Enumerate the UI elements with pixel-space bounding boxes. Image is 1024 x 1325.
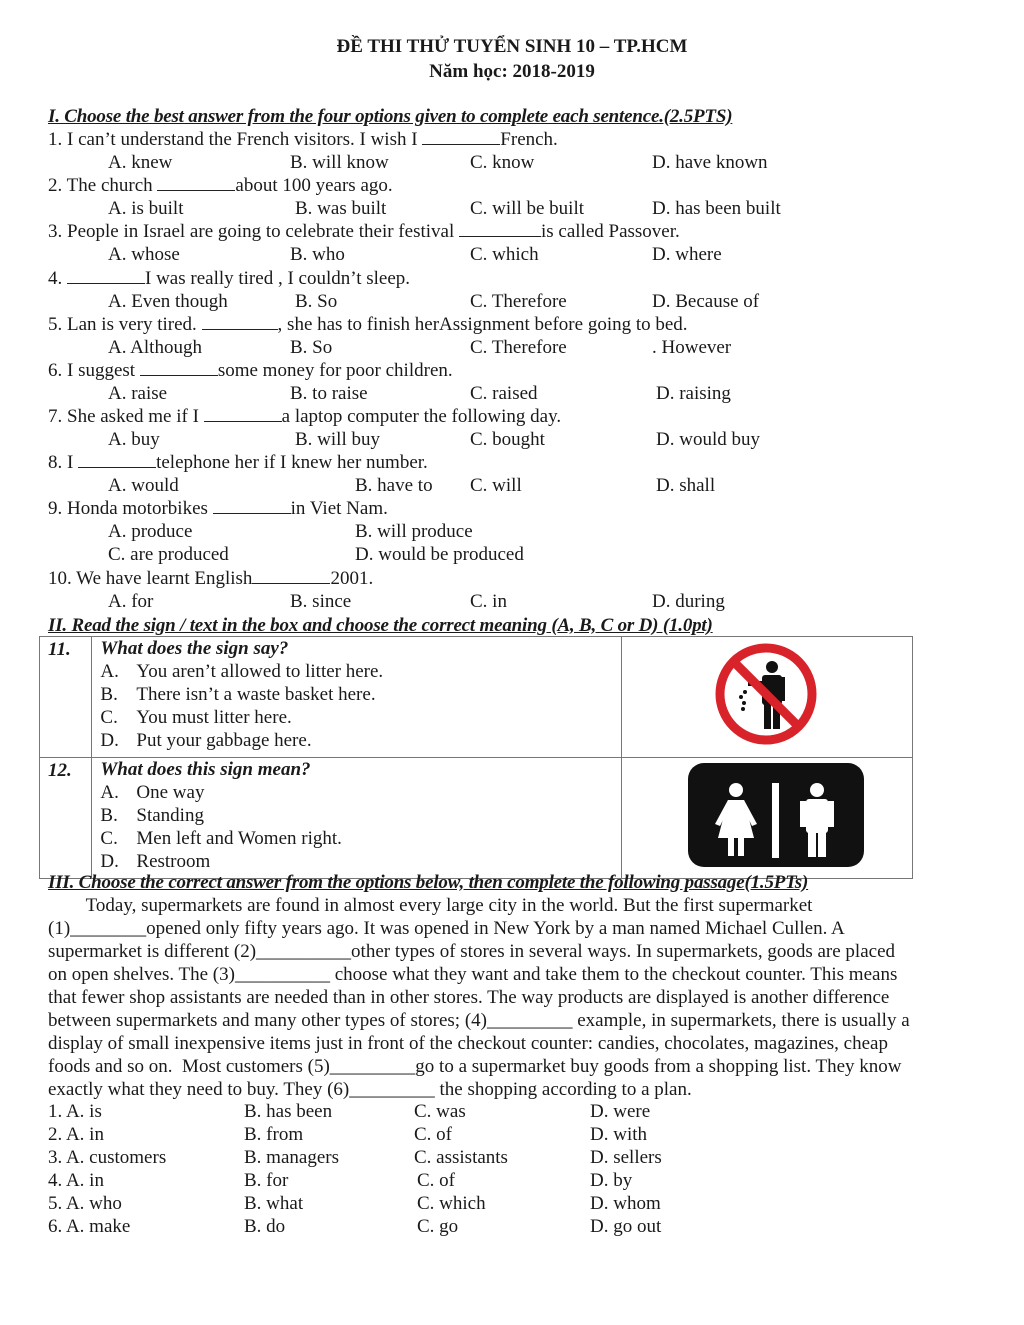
passage-answer-option[interactable]: D. by <box>590 1170 633 1191</box>
answer-option[interactable]: A. raise <box>108 383 168 404</box>
question-text-before: 6. I suggest <box>48 360 140 381</box>
question-text-before: 4. <box>48 268 67 289</box>
passage-answer-option[interactable]: B. do <box>244 1216 286 1237</box>
option-text: Standing <box>136 805 204 826</box>
option-letter: B. <box>100 684 118 705</box>
exam-title: ĐỀ THI THỬ TUYỂN SINH 10 – TP.HCM <box>336 36 688 57</box>
passage-line: on open shelves. The (3)__________ choose what they want and take them to the checkout counter. This means <box>48 964 898 985</box>
passage-answer-option[interactable]: C. of <box>414 1124 452 1145</box>
sign-image-cell <box>621 637 912 758</box>
answer-blank[interactable] <box>157 176 235 191</box>
answer-option[interactable]: A. Although <box>108 337 202 358</box>
passage-answer-option[interactable]: D. with <box>590 1124 647 1145</box>
passage-answer-option[interactable]: D. sellers <box>590 1147 662 1168</box>
passage-answer-option[interactable]: D. were <box>590 1101 651 1122</box>
answer-option[interactable]: D. raising <box>656 383 731 404</box>
question <box>48 314 688 336</box>
question <box>48 175 393 197</box>
answer-option[interactable]: B. will buy <box>295 429 380 450</box>
answer-option[interactable]: C. will be built <box>470 198 584 219</box>
answer-blank[interactable] <box>422 130 500 145</box>
answer-blank[interactable] <box>78 453 156 468</box>
answer-option[interactable]: D. has been built <box>652 198 781 219</box>
answer-option[interactable]: B. was built <box>295 198 387 219</box>
question <box>48 268 410 290</box>
option-letter: B. <box>100 805 118 826</box>
answer-option[interactable]: B. will know <box>290 152 389 173</box>
option <box>100 660 621 683</box>
answer-option[interactable]: C. bought <box>470 429 545 450</box>
option <box>100 804 621 827</box>
question <box>48 360 453 382</box>
option-text: You must litter here. <box>136 707 292 728</box>
question-cell <box>92 637 622 758</box>
question-text-before: 10. We have learnt English <box>48 568 253 589</box>
question-text-before: 5. Lan is very tired. <box>48 314 202 335</box>
question-text-after: telephone her if I knew her number. <box>156 452 428 473</box>
passage-answer-option[interactable]: C. was <box>414 1101 466 1122</box>
option <box>100 683 621 706</box>
question-text-before: 3. People in Israel are going to celebrate their festival <box>48 221 459 242</box>
question-cell <box>92 758 622 879</box>
question <box>48 498 388 520</box>
passage-answer-option[interactable]: 1. A. is <box>48 1101 102 1122</box>
answer-option[interactable]: D. Because of <box>652 291 760 312</box>
passage-answer-option[interactable]: B. from <box>244 1124 304 1145</box>
answer-option[interactable]: D. where <box>652 244 722 265</box>
question-text: What does the sign say? <box>100 638 289 659</box>
question <box>48 568 373 590</box>
passage-answer-option[interactable]: 6. A. make <box>48 1216 131 1237</box>
restroom-sign-icon <box>622 758 912 872</box>
answer-option[interactable]: B. who <box>290 244 345 265</box>
answer-option[interactable]: C. raised <box>470 383 538 404</box>
option <box>100 827 621 850</box>
passage-answer-option[interactable]: 4. A. in <box>48 1170 104 1191</box>
question-text-after: in Viet Nam. <box>290 498 388 519</box>
answer-blank[interactable] <box>204 407 282 422</box>
question-text-after: , she has to finish herAssignment before going to bed. <box>277 314 688 335</box>
answer-option[interactable]: B. to raise <box>290 383 368 404</box>
option-letter: A. <box>100 782 119 803</box>
answer-option[interactable]: C. Therefore <box>470 291 567 312</box>
passage-line: foods and so on. Most customers (5)_________go to a supermarket buy goods from a shopping list. They know <box>48 1056 902 1077</box>
answer-option[interactable]: D. would be produced <box>355 544 524 565</box>
passage-answer-option[interactable]: C. which <box>417 1193 486 1214</box>
section-1-heading: I. Choose the best answer from the four options given to complete each sentence.(2.5PTS) <box>48 106 733 127</box>
answer-blank[interactable] <box>252 569 330 584</box>
passage-line: supermarket is different (2)__________other types of stores in several ways. In supermarkets, goods are placed <box>48 941 896 962</box>
option-text: You aren’t allowed to litter here. <box>136 661 384 682</box>
question-text-before: 2. The church <box>48 175 158 196</box>
answer-option[interactable]: A. Even though <box>108 291 228 312</box>
answer-blank[interactable] <box>202 315 278 330</box>
answer-option[interactable]: B. have to <box>355 475 433 496</box>
option-letter: D. <box>100 730 119 751</box>
option-letter: D. <box>100 851 119 872</box>
answer-option[interactable]: C. Therefore <box>470 337 567 358</box>
question-text-before: 9. Honda motorbikes <box>48 498 213 519</box>
answer-option[interactable]: A. buy <box>108 429 160 450</box>
answer-option[interactable]: C. which <box>470 244 539 265</box>
option <box>100 850 621 873</box>
question-text-after: a laptop computer the following day. <box>281 406 562 427</box>
answer-option[interactable]: A. would <box>108 475 179 496</box>
option <box>100 781 621 804</box>
question-text-before: 8. I <box>48 452 79 473</box>
answer-option[interactable]: C. in <box>470 591 507 612</box>
passage-answer-option[interactable]: C. go <box>417 1216 459 1237</box>
passage-answer-option[interactable]: B. what <box>244 1193 304 1214</box>
answer-option[interactable]: A. is built <box>108 198 184 219</box>
answer-blank[interactable] <box>140 361 218 376</box>
option-text: Men left and Women right. <box>136 828 342 849</box>
passage-line: (1)________opened only fifty years ago. It was opened in New York by a man named Michael Cullen. A <box>48 918 845 939</box>
answer-option[interactable]: . However <box>652 337 732 358</box>
passage-line: between supermarkets and many other types of stores; (4)_________ example, in supermarkets, there is usually a <box>48 1010 910 1031</box>
passage-line: display of small inexpensive items just in front of the checkout counter: candies, chocolates, magazines, cheap <box>48 1033 888 1054</box>
passage-line: Today, supermarkets are found in almost every large city in the world. But the first supermarket <box>48 895 813 916</box>
answer-option[interactable]: D. shall <box>656 475 716 496</box>
option-text: Put your gabbage here. <box>136 730 312 751</box>
passage-answer-option[interactable]: C. assistants <box>414 1147 508 1168</box>
question <box>48 221 680 243</box>
passage-answer-option[interactable]: 3. A. customers <box>48 1147 167 1168</box>
passage-answer-option[interactable]: B. for <box>244 1170 289 1191</box>
answer-option[interactable]: A. knew <box>108 152 173 173</box>
passage-answer-option[interactable]: 2. A. in <box>48 1124 104 1145</box>
no-littering-sign-icon <box>622 637 912 751</box>
answer-option[interactable]: B. So <box>295 291 338 312</box>
question-text-after: 2001. <box>330 568 374 589</box>
answer-option[interactable]: B. So <box>290 337 333 358</box>
option-text: There isn’t a waste basket here. <box>136 684 376 705</box>
answer-blank[interactable] <box>213 499 291 514</box>
passage-answer-option[interactable]: B. has been <box>244 1101 333 1122</box>
question-text-before: 7. She asked me if I <box>48 406 204 427</box>
question-text-after: I was really tired , I couldn’t sleep. <box>145 268 411 289</box>
sign-question-row <box>40 758 913 879</box>
question-text-after: is called Passover. <box>540 221 680 242</box>
answer-option[interactable]: C. know <box>470 152 535 173</box>
question <box>48 452 428 474</box>
section-2-heading: II. Read the sign / text in the box and choose the correct meaning (A, B, C or D) (1.0pt) <box>48 615 713 636</box>
answer-blank[interactable] <box>67 269 145 284</box>
answer-option[interactable]: A. whose <box>108 244 180 265</box>
passage-answer-option[interactable]: C. of <box>417 1170 455 1191</box>
question-text-after: about 100 years ago. <box>235 175 393 196</box>
section-3-heading: III. Choose the correct answer from the options below, then complete the following passage(1.5PTs) <box>48 872 809 893</box>
answer-option[interactable]: D. during <box>652 591 725 612</box>
answer-option[interactable]: C. will <box>470 475 522 496</box>
sign-image-cell <box>621 758 912 879</box>
question-number: 12. <box>40 758 92 879</box>
passage-answer-option[interactable]: 5. A. who <box>48 1193 122 1214</box>
answer-blank[interactable] <box>459 222 541 237</box>
answer-option[interactable]: D. have known <box>652 152 768 173</box>
passage-answer-option[interactable]: D. whom <box>590 1193 661 1214</box>
answer-option[interactable]: C. are produced <box>108 544 229 565</box>
option-letter: A. <box>100 661 119 682</box>
question-text-after: some money for poor children. <box>217 360 453 381</box>
question-text-after: French. <box>500 129 558 150</box>
option-letter: C. <box>100 707 118 728</box>
answer-option[interactable]: A. for <box>108 591 154 612</box>
passage-answer-option[interactable]: D. go out <box>590 1216 662 1237</box>
passage-line: that fewer shop assistants are needed than in other stores. The way products are displayed is another difference <box>48 987 890 1008</box>
option-letter: C. <box>100 828 118 849</box>
passage-answer-option[interactable]: B. managers <box>244 1147 339 1168</box>
answer-option[interactable]: A. produce <box>108 521 193 542</box>
question-number: 11. <box>40 637 92 758</box>
question-text: What does this sign mean? <box>100 759 311 780</box>
sign-question-row <box>40 637 913 758</box>
answer-option[interactable]: D. would buy <box>656 429 760 450</box>
option <box>100 706 621 729</box>
question <box>48 406 561 428</box>
answer-option[interactable]: B. will produce <box>355 521 473 542</box>
signs-table <box>39 636 913 879</box>
question <box>48 129 558 151</box>
answer-option[interactable]: B. since <box>290 591 352 612</box>
option-text: Restroom <box>136 851 211 872</box>
school-year: Năm học: 2018-2019 <box>429 61 595 82</box>
passage-line: exactly what they need to buy. They (6)_________ the shopping according to a plan. <box>48 1079 692 1100</box>
option-text: One way <box>136 782 205 803</box>
question-text-before: 1. I can’t understand the French visitors. I wish I <box>48 129 423 150</box>
option <box>100 729 621 752</box>
